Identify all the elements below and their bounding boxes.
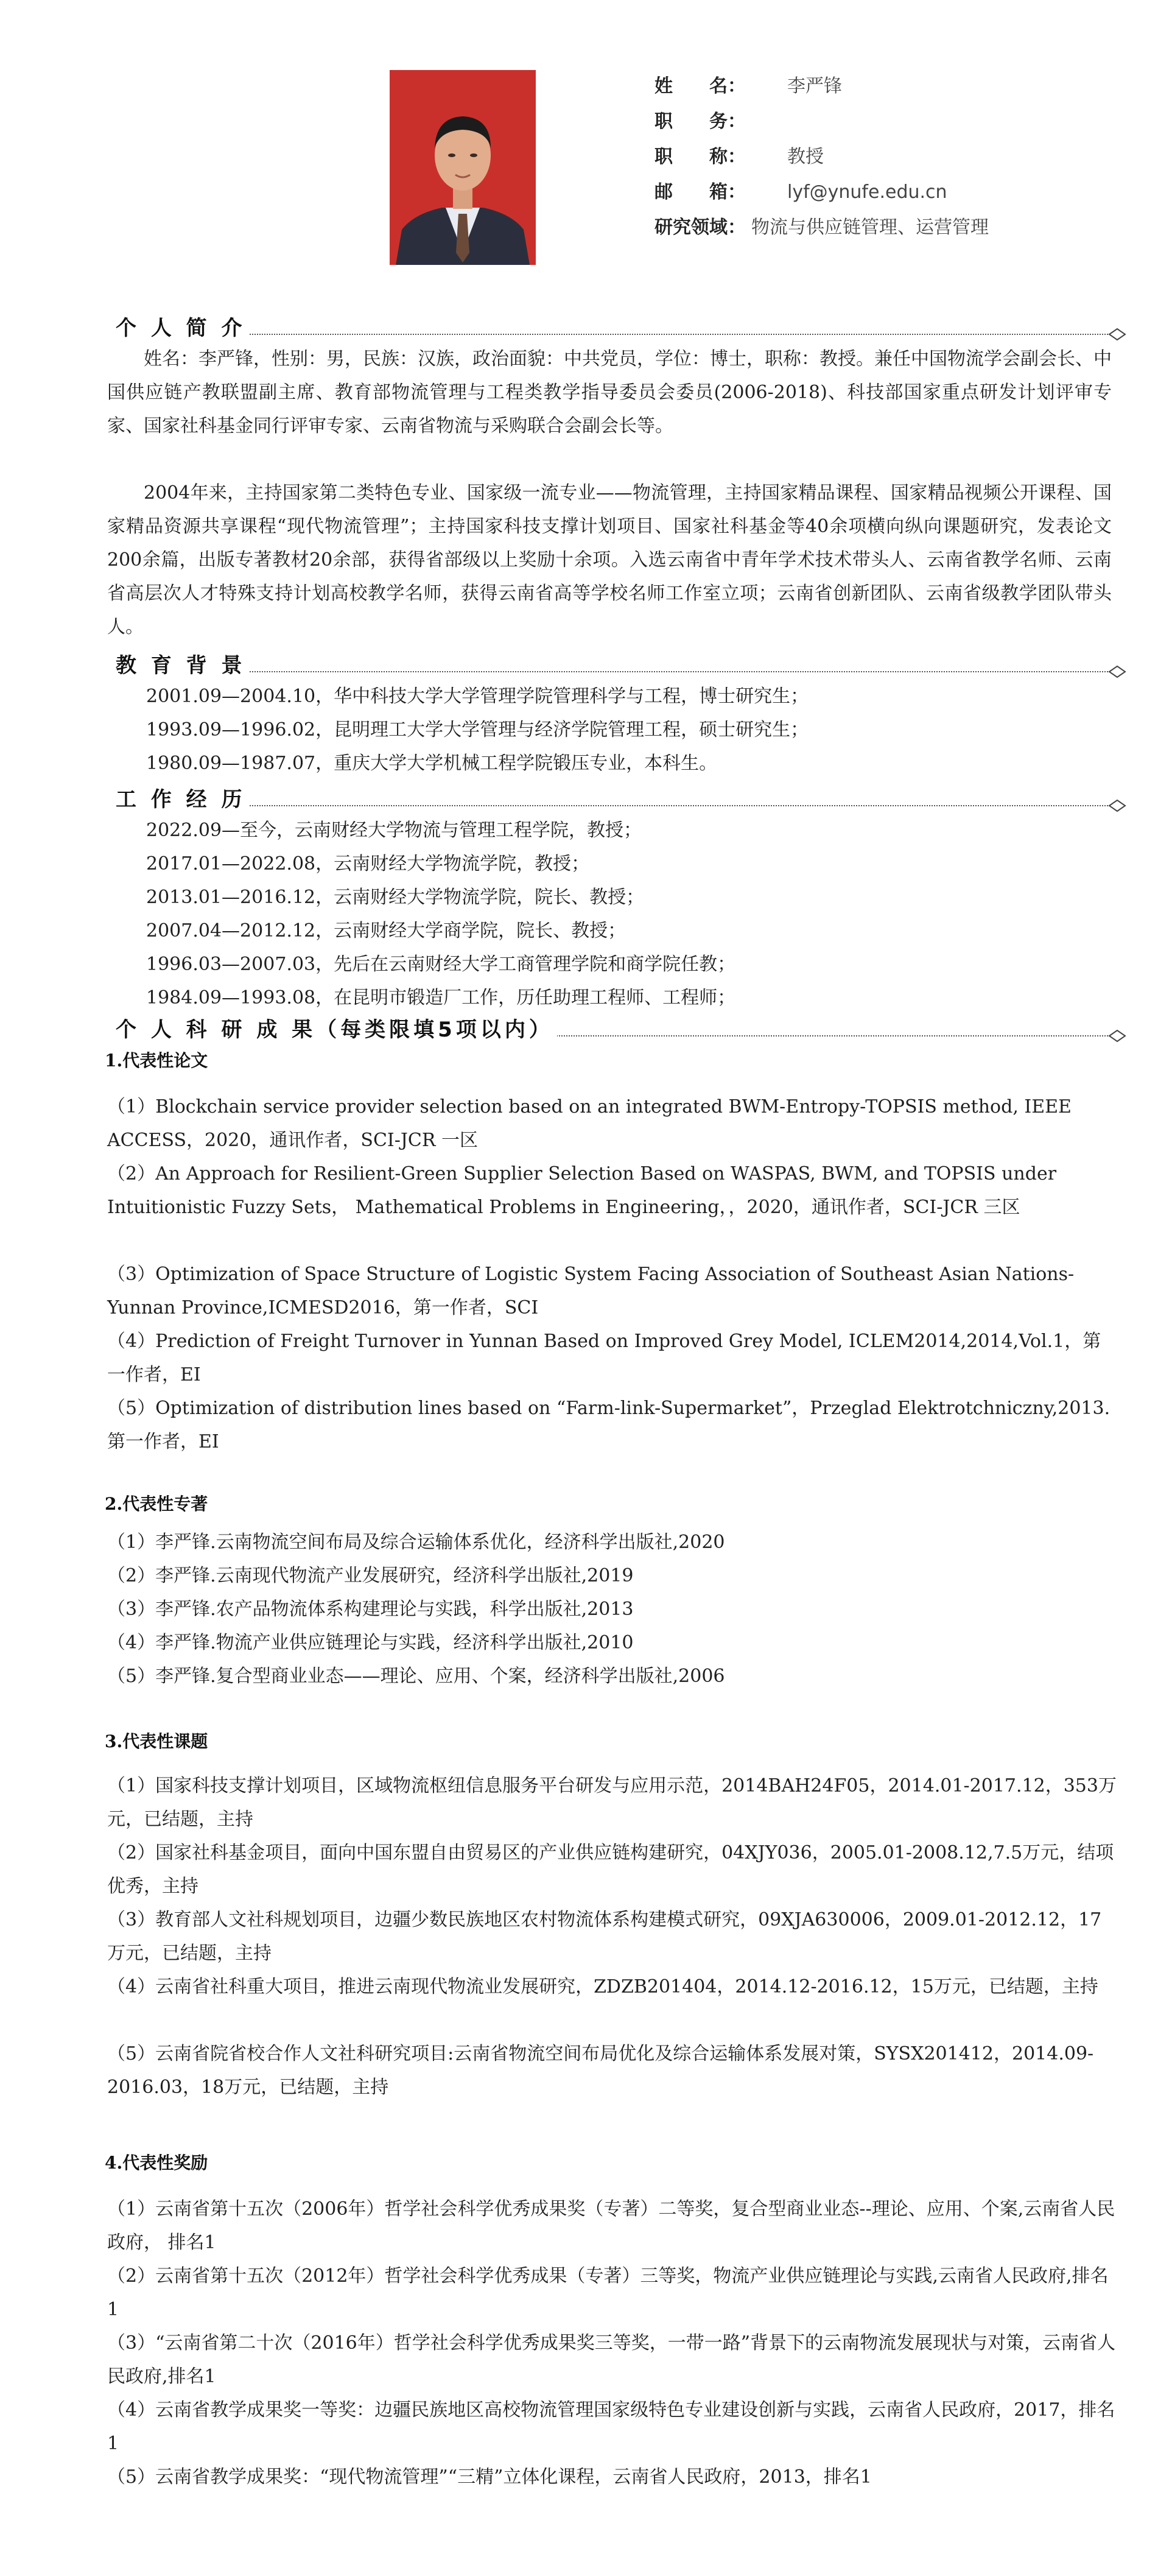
book-item: （4）李严锋.物流产业供应链理论与实践，经济科学出版社,2010 <box>107 1632 634 1653</box>
intro-heading <box>116 314 1126 342</box>
title-label: 职 称： <box>654 146 746 167</box>
portrait-image <box>390 70 536 265</box>
award-item: （1）云南省第十五次（2006年）哲学社会科学优秀成果奖（专著）二等奖，复合型商业业态--理论、应用、个案,云南省人民政府， 排名1 <box>107 2198 1115 2253</box>
diamond-end-icon <box>1108 799 1126 812</box>
award-item: （5）云南省教学成果奖：“现代物流管理”“三精”立体化课程，云南省人民政府，2013，排名1 <box>107 2466 872 2488</box>
work-title: 工 作 经 历 <box>116 786 250 814</box>
work-item: 1996.03—2007.03，先后在云南财经大学工商管理学院和商学院任教； <box>146 954 736 975</box>
project-item: （5）云南省院省校合作人文社科研究项目:云南省物流空间布局优化及综合运输体系发展对策，SYSX201412，2014.09-2016.03，18万元，已结题，主持 <box>107 2043 1094 2098</box>
project-item: （1）国家科技支撑计划项目，区域物流枢纽信息服务平台研发与应用示范，2014BAH24F05，2014.01-2017.12，353万元，已结题，主持 <box>107 1775 1117 1830</box>
award-item: （3）“云南省第二十次（2016年）哲学社会科学优秀成果奖三等奖，一带一路”背景下的云南物流发展现状与对策，云南省人民政府,排名1 <box>107 2332 1116 2387</box>
project-item: （4）云南省社科重大项目，推进云南现代物流业发展研究，ZDZB201404，2014.12-2016.12，15万元，已结题，主持 <box>107 1976 1098 1997</box>
books-title: 2.代表性专著 <box>105 1494 208 1514</box>
paper-item: （3）Optimization of Space Structure of Logistic System Facing Association of Southeast Asian Nations-Yunnan Province,ICMESD2016，第一作者，SCI <box>107 1264 1075 1318</box>
diamond-end-icon <box>1108 1029 1126 1043</box>
paper-item: （5）Optimization of distribution lines based on “Farm-link-Supermarket”，Przeglad Elektrotchniczny,2013. 第一作者，EI <box>107 1398 1111 1452</box>
education-title: 教 育 背 景 <box>116 652 250 680</box>
work-item: 2013.01—2016.12，云南财经大学物流学院，院长、教授； <box>146 887 645 908</box>
education-heading <box>116 652 1126 680</box>
work-item: 2017.01—2022.08，云南财经大学物流学院，教授； <box>146 853 590 875</box>
title-value: 教授 <box>787 146 824 167</box>
book-item: （1）李严锋.云南物流空间布局及综合运输体系优化，经济科学出版社,2020 <box>107 1532 725 1553</box>
intro-paragraph-2: 2004年来，主持国家第二类特色专业、国家级一流专业——物流管理，主持国家精品课程、国家精品视频公开课程、国家精品资源共享课程“现代物流管理”；主持国家科技支撑计划项目、国家社科基金等40余项横向纵向课题研究，发表论文200余篇，出版专著教材20余部，获得省部级以上奖励十余项。入选云南省中青年学术技术带头人、云南省教学名师、云南省高层次人才特殊支持计划高校教学名师，获得云南省高等学校名师工作室立项；云南省创新团队、云南省级教学团队带头人。 <box>107 482 1112 638</box>
email-value[interactable]: lyf@ynufe.edu.cn <box>787 181 947 203</box>
work-item: 1984.09—1993.08，在昆明市锻造厂工作，历任助理工程师、工程师； <box>146 987 736 1008</box>
work-item: 2022.09—至今，云南财经大学物流与管理工程学院，教授； <box>146 820 642 841</box>
book-item: （5）李严锋.复合型商业业态——理论、应用、个案，经济科学出版社,2006 <box>107 1666 725 1687</box>
research-value: 物流与供应链管理、运营管理 <box>751 217 989 238</box>
book-item: （3）李严锋.农产品物流体系构建理论与实践，科学出版社,2013 <box>107 1599 634 1620</box>
award-item: （2）云南省第十五次（2012年）哲学社会科学优秀成果（专著）三等奖，物流产业供应链理论与实践,云南省人民政府,排名1 <box>107 2265 1109 2320</box>
project-item: （2）国家社科基金项目，面向中国东盟自由贸易区的产业供应链构建研究，04XJY036，2005.01-2008.12,7.5万元，结项优秀，主持 <box>107 1842 1114 1897</box>
award-item: （4）云南省教学成果奖一等奖：边疆民族地区高校物流管理国家级特色专业建设创新与实践，云南省人民政府，2017，排名1 <box>107 2399 1115 2454</box>
work-heading <box>116 786 1126 814</box>
paper-item: （4）Prediction of Freight Turnover in Yunnan Based on Improved Grey Model, ICLEM2014,2014,Vol.1，第一作者，EI <box>107 1331 1101 1385</box>
work-item: 2007.04—2012.12，云南财经大学商学院，院长、教授； <box>146 920 626 941</box>
diamond-end-icon <box>1108 665 1126 678</box>
research-title: 个 人 科 研 成 果（每类限填5项以内） <box>116 1016 557 1044</box>
papers-title: 1.代表性论文 <box>105 1050 208 1071</box>
education-item: 1980.09—1987.07，重庆大学大学机械工程学院锻压专业，本科生。 <box>146 753 718 774</box>
section-divider <box>116 671 1108 672</box>
paper-item: （1）Blockchain service provider selection based on an integrated BWM-Entropy-TOPSIS method, IEEE ACCESS，2020，通讯作者，SCI-JCR 一区 <box>107 1096 1072 1151</box>
projects-title: 3.代表性课题 <box>105 1731 208 1751</box>
section-divider <box>116 334 1108 335</box>
project-item: （3）教育部人文社科规划项目，边疆少数民族地区农村物流体系构建模式研究，09XJA630006，2009.01-2012.12，17万元，已结题，主持 <box>107 1909 1102 1964</box>
paper-item: （2）An Approach for Resilient-Green Supplier Selection Based on WASPAS, BWM, and TOPSIS under Intuitionistic Fuzzy Sets， Mathematical Problems in Engineering，，2020，通讯作者，SCI-JCR 三区 <box>107 1163 1057 1218</box>
education-item: 1993.09—1996.02，昆明理工大学大学管理与经济学院管理工程，硕士研究生； <box>146 719 809 741</box>
education-item: 2001.09—2004.10，华中科技大学大学管理学院管理科学与工程，博士研究生； <box>146 686 809 707</box>
profile-photo <box>390 70 536 265</box>
book-item: （2）李严锋.云南现代物流产业发展研究，经济科学出版社,2019 <box>107 1565 634 1586</box>
name-value: 李严锋 <box>787 76 842 97</box>
research-heading <box>116 1016 1126 1044</box>
intro-paragraph-1: 姓名：李严锋，性别：男，民族：汉族，政治面貌：中共党员，学位：博士，职称：教授。兼任中国物流学会副会长、中国供应链产教联盟副主席、教育部物流管理与工程类教学指导委员会委员(2006-2018)、科技部国家重点研发计划评审专家、国家社科基金同行评审专家、云南省物流与采购联合会副会长等。 <box>107 348 1112 437</box>
intro-title: 个 人 简 介 <box>116 314 250 342</box>
awards-title: 4.代表性奖励 <box>105 2153 208 2173</box>
name-label: 姓 名： <box>654 76 746 97</box>
position-label: 职 务： <box>654 111 746 132</box>
diamond-end-icon <box>1108 328 1126 341</box>
email-label: 邮 箱： <box>654 181 746 203</box>
section-divider <box>116 805 1108 806</box>
research-label: 研究领域： <box>654 217 746 238</box>
